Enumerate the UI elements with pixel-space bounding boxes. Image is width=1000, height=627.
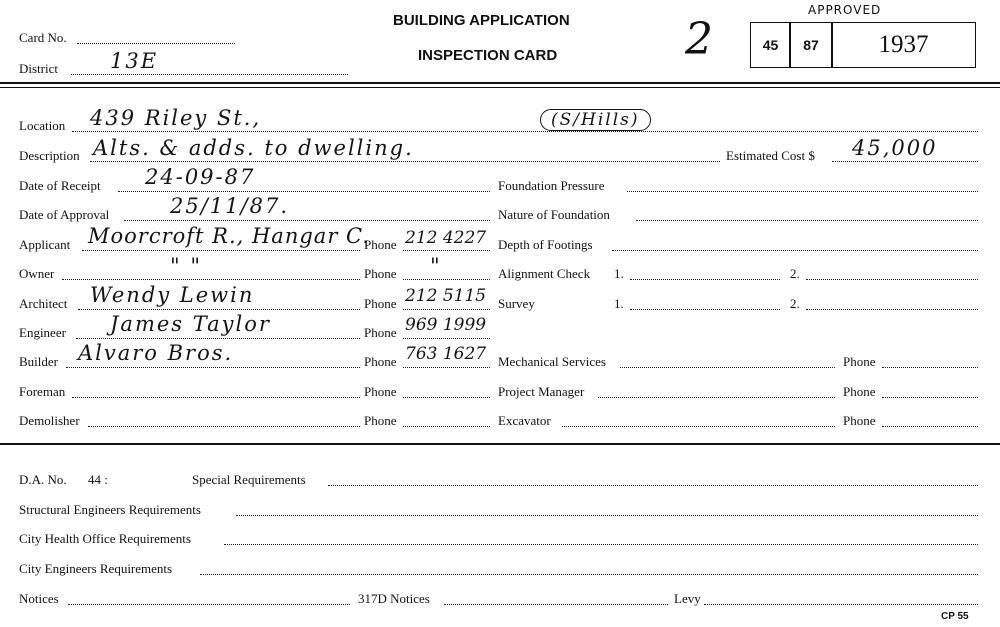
- date-approval-label: Date of Approval: [19, 207, 110, 222]
- mechanical-services-label: Mechanical Services: [498, 354, 606, 369]
- special-requirements-label: Special Requirements: [192, 472, 306, 487]
- structural-requirements-label: Structural Engineers Requirements: [19, 502, 201, 517]
- builder-phone-line: [403, 367, 490, 368]
- depth-footings-label: Depth of Footings: [498, 237, 593, 252]
- alignment-check-label: Alignment Check: [498, 266, 591, 281]
- owner-phone-label: Phone: [364, 266, 397, 281]
- mechanical-phone-label: Phone: [843, 354, 876, 369]
- title-line-1: BUILDING APPLICATION: [393, 12, 570, 29]
- excavator-label: Excavator: [498, 413, 551, 428]
- location-line: [72, 131, 978, 132]
- foreman-label: Foreman: [19, 384, 66, 399]
- applicant-label: Applicant: [19, 237, 71, 252]
- mechanical-phone-line: [882, 367, 978, 368]
- architect-phone-label: Phone: [364, 296, 397, 311]
- demolisher-phone-label: Phone: [364, 413, 397, 428]
- year-value: 1937: [878, 31, 929, 58]
- engineer-label: Engineer: [19, 325, 66, 340]
- ref-box-2: [789, 22, 833, 68]
- date-approval-value: 25/11/87.: [170, 194, 289, 218]
- survey-num-2: 2.: [790, 296, 800, 311]
- location-value: 439 Riley St.,: [90, 106, 262, 130]
- alignment-check-line-1: [630, 279, 780, 280]
- card-no-label: Card No.: [19, 30, 67, 45]
- special-requirements-line: [328, 485, 978, 486]
- applicant-value: Moorcroft R., Hangar C.: [88, 224, 371, 248]
- title-line-2: INSPECTION CARD: [418, 47, 558, 64]
- applicant-line: [82, 250, 360, 251]
- builder-phone-value: 763 1627: [405, 344, 487, 364]
- engineer-value: James Taylor: [110, 312, 271, 336]
- description-value: Alts. & adds. to dwelling.: [93, 136, 414, 160]
- date-receipt-line: [118, 191, 490, 192]
- builder-label: Builder: [19, 354, 58, 369]
- district-line: [71, 74, 348, 75]
- foreman-phone-label: Phone: [364, 384, 397, 399]
- card-no-line: [77, 43, 235, 44]
- project-manager-label: Project Manager: [498, 384, 585, 399]
- location-note: (S/Hills): [540, 109, 651, 131]
- health-requirements-label: City Health Office Requirements: [19, 531, 191, 546]
- owner-line: [62, 279, 360, 280]
- architect-phone-line: [403, 309, 490, 310]
- top-rule: [0, 82, 1000, 84]
- architect-line: [78, 309, 360, 310]
- alignment-check-num-2: 2.: [790, 266, 800, 281]
- foundation-pressure-line: [627, 191, 978, 192]
- ref-box-1-value: 45: [762, 37, 779, 53]
- date-receipt-label: Date of Receipt: [19, 178, 101, 193]
- architect-value: Wendy Lewin: [90, 283, 255, 307]
- nature-foundation-label: Nature of Foundation: [498, 207, 610, 222]
- ref-box-1: [750, 22, 791, 68]
- demolisher-line: [88, 426, 360, 427]
- estimated-cost-value: 45,000: [852, 136, 938, 160]
- alignment-check-num-1: 1.: [614, 266, 624, 281]
- top-rule-thin: [0, 87, 1000, 88]
- form-code: CP 55: [941, 611, 969, 622]
- survey-line-2: [806, 309, 978, 310]
- engineer-phone-line: [403, 338, 490, 339]
- district-value: 13E: [110, 49, 159, 73]
- applicant-phone-label: Phone: [364, 237, 397, 252]
- levy-line: [704, 604, 978, 605]
- applicant-phone-line: [403, 250, 490, 251]
- depth-footings-line: [612, 250, 978, 251]
- foreman-phone-line: [403, 397, 490, 398]
- engineer-phone-label: Phone: [364, 325, 397, 340]
- demolisher-label: Demolisher: [19, 413, 80, 428]
- da-no-label: D.A. No.: [19, 472, 67, 487]
- engineer-line: [76, 338, 360, 339]
- date-receipt-value: 24-09-87: [145, 165, 256, 189]
- survey-num-1: 1.: [614, 296, 624, 311]
- levy-label: Levy: [674, 591, 701, 606]
- excavator-phone-line: [882, 426, 978, 427]
- demolisher-phone-line: [403, 426, 490, 427]
- alignment-check-line-2: [806, 279, 978, 280]
- approved-stamp: APPROVED: [808, 3, 882, 17]
- structural-requirements-line: [236, 515, 978, 516]
- year-box: [831, 22, 976, 68]
- excavator-phone-label: Phone: [843, 413, 876, 428]
- owner-phone-value: ": [430, 254, 442, 278]
- estimated-cost-label: Estimated Cost $: [726, 148, 815, 163]
- mechanical-services-line: [620, 367, 835, 368]
- ref-box-2-value: 87: [803, 37, 819, 53]
- notices-label: Notices: [19, 591, 59, 606]
- architect-label: Architect: [19, 296, 68, 311]
- builder-phone-label: Phone: [364, 354, 397, 369]
- project-manager-line: [598, 397, 835, 398]
- description-label: Description: [19, 148, 80, 163]
- notices-317d-label: 317D Notices: [358, 591, 430, 606]
- applicant-phone-value: 212 4227: [405, 228, 487, 248]
- excavator-line: [562, 426, 835, 427]
- date-approval-line: [124, 220, 490, 221]
- health-requirements-line: [224, 544, 978, 545]
- project-manager-phone-line: [882, 397, 978, 398]
- builder-value: Alvaro Bros.: [78, 341, 234, 365]
- district-label: District: [19, 61, 58, 76]
- owner-value: " ": [170, 254, 202, 278]
- foundation-pressure-label: Foundation Pressure: [498, 178, 605, 193]
- city-engineers-requirements-label: City Engineers Requirements: [19, 561, 173, 576]
- owner-phone-line: [403, 279, 490, 280]
- builder-line: [66, 367, 360, 368]
- owner-label: Owner: [19, 266, 55, 281]
- survey-line-1: [630, 309, 780, 310]
- notices-317d-line: [444, 604, 668, 605]
- project-manager-phone-label: Phone: [843, 384, 876, 399]
- architect-phone-value: 212 5115: [405, 286, 487, 306]
- city-engineers-requirements-line: [200, 574, 978, 575]
- notices-line: [68, 604, 350, 605]
- location-label: Location: [19, 118, 66, 133]
- nature-foundation-line: [636, 220, 978, 221]
- da-no-value: 44 :: [88, 472, 108, 487]
- foreman-line: [72, 397, 360, 398]
- middle-rule: [0, 443, 1000, 445]
- survey-label: Survey: [498, 296, 535, 311]
- estimated-cost-line: [832, 161, 978, 162]
- handwritten-mark: 2: [685, 14, 713, 65]
- engineer-phone-value: 969 1999: [405, 315, 487, 335]
- description-line: [90, 161, 720, 162]
